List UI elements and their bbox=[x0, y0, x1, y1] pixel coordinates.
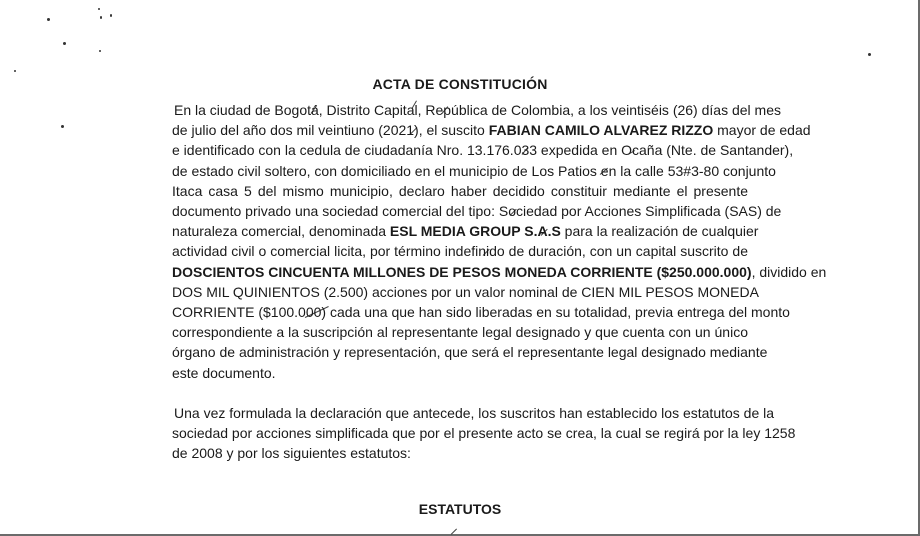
text-run: naturaleza comercial, denominada bbox=[172, 223, 390, 240]
scan-speck bbox=[868, 53, 871, 56]
scan-speck bbox=[98, 8, 100, 10]
text-line bbox=[172, 181, 748, 201]
scan-speck bbox=[99, 50, 101, 52]
text-line bbox=[172, 302, 790, 322]
text-run: de julio del año dos mil veintiuno (2021), el suscito bbox=[172, 122, 489, 139]
text-run: e identificado con la cedula de ciudadanía Nro. 13.176.033 expedida en Ocaña (Nte. de Santander), bbox=[172, 142, 794, 159]
text-line bbox=[172, 161, 776, 181]
text-run: sociedad por acciones simplificada que por el presente acto se crea, la cual se regirá por la ley 1258 bbox=[172, 425, 796, 442]
text-run: , dividido en bbox=[751, 263, 827, 280]
text-line bbox=[172, 120, 811, 140]
scan-speck bbox=[110, 14, 112, 17]
text-line bbox=[172, 201, 782, 221]
text-run: Itaca casa 5 del mismo municipio, declaro haber decidido constituir mediante el presente bbox=[172, 182, 748, 199]
statutes-heading: ESTATUTOS bbox=[418, 501, 502, 517]
text-run: para la realización de cualquier bbox=[560, 223, 759, 240]
scan-speck bbox=[14, 70, 16, 72]
text-run: correspondiente a la suscripción al representante legal designado y que cuenta con un único bbox=[172, 324, 748, 341]
scan-speck bbox=[63, 42, 66, 45]
bold-text: ESL MEDIA GROUP S.A.S bbox=[389, 223, 561, 240]
document-title: ACTA DE CONSTITUCIÓN bbox=[372, 76, 548, 92]
text-line bbox=[172, 140, 794, 160]
text-run: Una vez formulada la declaración que antecede, los suscritos han establecido los estatutos de la bbox=[174, 405, 775, 421]
bold-text: FABIAN CAMILO ALVAREZ RIZZO bbox=[488, 122, 714, 139]
text-run: de estado civil soltero, con domiciliado en el municipio de Los Patios en la calle 53#3-80 conjunto bbox=[172, 162, 776, 179]
constitution-paragraph bbox=[172, 100, 827, 383]
text-line bbox=[172, 262, 827, 282]
text-line bbox=[172, 342, 768, 362]
text-run: documento privado una sociedad comercial del tipo: Sociedad por Acciones Simplificada (SAS) de bbox=[172, 203, 782, 220]
scan-speck bbox=[100, 16, 102, 19]
text-line bbox=[172, 322, 748, 342]
scan-speck bbox=[61, 125, 64, 128]
text-run: de 2008 y por los siguientes estatutos: bbox=[172, 445, 411, 462]
text-line bbox=[172, 100, 781, 120]
text-line bbox=[172, 221, 759, 241]
bold-text: DOSCIENTOS CINCUENTA MILLONES DE PESOS MONEDA CORRIENTE ($250.000.000) bbox=[172, 263, 752, 280]
scan-speck bbox=[47, 18, 50, 21]
text-line bbox=[172, 423, 796, 443]
text-run: CORRIENTE ($100.000) cada una que han sido liberadas en su totalidad, previa entrega del monto bbox=[172, 304, 790, 321]
text-run: mayor de edad bbox=[713, 122, 811, 139]
statutes-intro-paragraph bbox=[172, 403, 796, 464]
text-line bbox=[172, 403, 775, 423]
text-run: DOS MIL QUINIENTOS (2.500) acciones por un valor nominal de CIEN MIL PESOS MONEDA bbox=[172, 283, 759, 300]
text-run: En la ciudad de Bogotá, Distrito Capital, República de Colombia, a los veintiséis (26) días del mes bbox=[174, 102, 781, 118]
text-run: actividad civil o comercial licita, por término indefinido de duración, con un capital suscrito de bbox=[172, 243, 748, 260]
text-run: órgano de administración y representación, que será el representante legal designado mediante bbox=[172, 344, 768, 361]
text-line bbox=[172, 363, 748, 383]
text-line bbox=[172, 241, 748, 261]
text-line bbox=[172, 282, 759, 302]
text-run: este documento. bbox=[172, 364, 276, 381]
text-line bbox=[172, 443, 748, 463]
